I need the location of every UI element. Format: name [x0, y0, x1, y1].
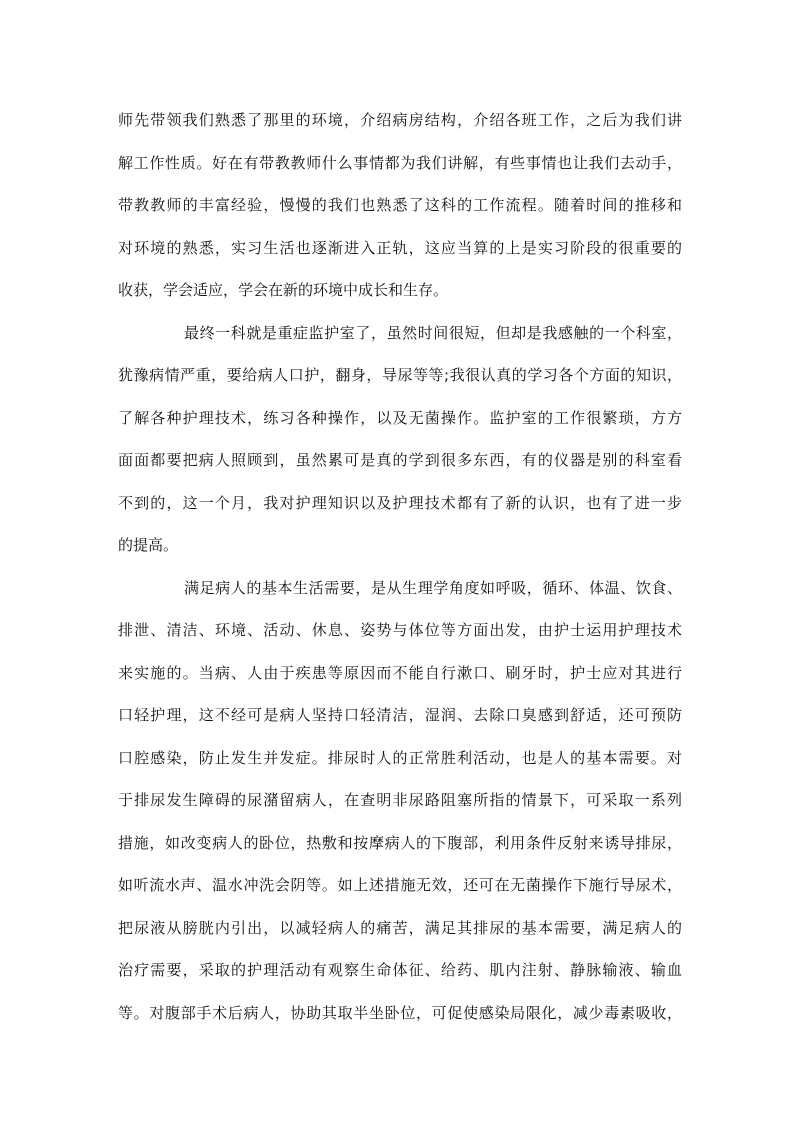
paragraph-2	[118, 312, 682, 567]
paragraph-line: 把尿液从膀胱内引出，以减轻病人的痛苦，满足其排尿的基本需要，满足病人的	[118, 918, 682, 937]
paragraph-line: 来实施的。当病、人由于疾患等原因而不能自行漱口、刷牙时，护士应对其进行	[118, 663, 682, 682]
paragraph-line: 对环境的熟悉，实习生活也逐渐进入正轨，这应当算的上是实习阶段的很重要的	[118, 238, 682, 257]
paragraph-line: 犹豫病情严重，要给病人口护，翻身，导尿等等;我很认真的学习各个方面的知识，	[118, 366, 682, 384]
paragraph-line: 于排尿发生障碍的尿潴留病人，在查明非尿路阻塞所指的情景下，可采取一系列	[118, 791, 682, 809]
paragraph-line: 了解各种护理技术，练习各种操作，以及无菌操作。监护室的工作很繁琐，方方	[118, 408, 682, 427]
paragraph-line: 措施，如改变病人的卧位，热敷和按摩病人的下腹部，利用条件反射来诱导排尿，	[118, 833, 682, 852]
paragraph-line: 师先带领我们熟悉了那里的环境，介绍病房结构，介绍各班工作，之后为我们讲	[118, 111, 682, 129]
paragraph-line: 解工作性质。好在有带教教师什么事情都为我们讲解，有些事情也让我们去动手，	[118, 153, 682, 172]
paragraph-line: 口腔感染，防止发生并发症。排尿时人的正常胜利活动，也是人的基本需要。对	[118, 748, 682, 767]
paragraph-line: 如听流水声、温水冲洗会阴等。如上述措施无效，还可在无菌操作下施行导尿术，	[118, 876, 682, 894]
paragraph-line: 排泄、清洁、环境、活动、休息、姿势与体位等方面出发，由护士运用护理技术	[118, 621, 682, 639]
paragraph-line: 不到的，这一个月，我对护理知识以及护理技术都有了新的认识，也有了进一步	[118, 493, 682, 512]
paragraph-line: 治疗需要，采取的护理活动有观察生命体征、给药、肌内注射、静脉输液、输血	[118, 961, 682, 979]
paragraph-1	[118, 99, 682, 312]
paragraph-line: 的提高。	[118, 536, 179, 554]
paragraph-3	[118, 567, 682, 1035]
paragraph-line: 等。对腹部手术后病人，协助其取半坐卧位，可促使感染局限化，减少毒素吸收，	[118, 1003, 682, 1022]
paragraph-line: 口轻护理，这不经可是病人坚持口轻清洁，湿润、去除口臭感到舒适，还可预防	[118, 706, 682, 724]
paragraph-line: 最终一科就是重症监护室了，虽然时间很短，但却是我感触的一个科室，	[184, 323, 682, 342]
document-body	[118, 99, 682, 1034]
paragraph-line: 面面都要把病人照顾到，虽然累可是真的学到很多东西，有的仪器是别的科室看	[118, 451, 682, 469]
paragraph-line: 收获，学会适应，学会在新的环境中成长和生存。	[118, 281, 449, 299]
paragraph-line: 满足病人的基本生活需要，是从生理学角度如呼吸，循环、体温、饮食、	[184, 578, 682, 597]
paragraph-line: 带教教师的丰富经验，慢慢的我们也熟悉了这科的工作流程。随着时间的推移和	[118, 196, 682, 214]
